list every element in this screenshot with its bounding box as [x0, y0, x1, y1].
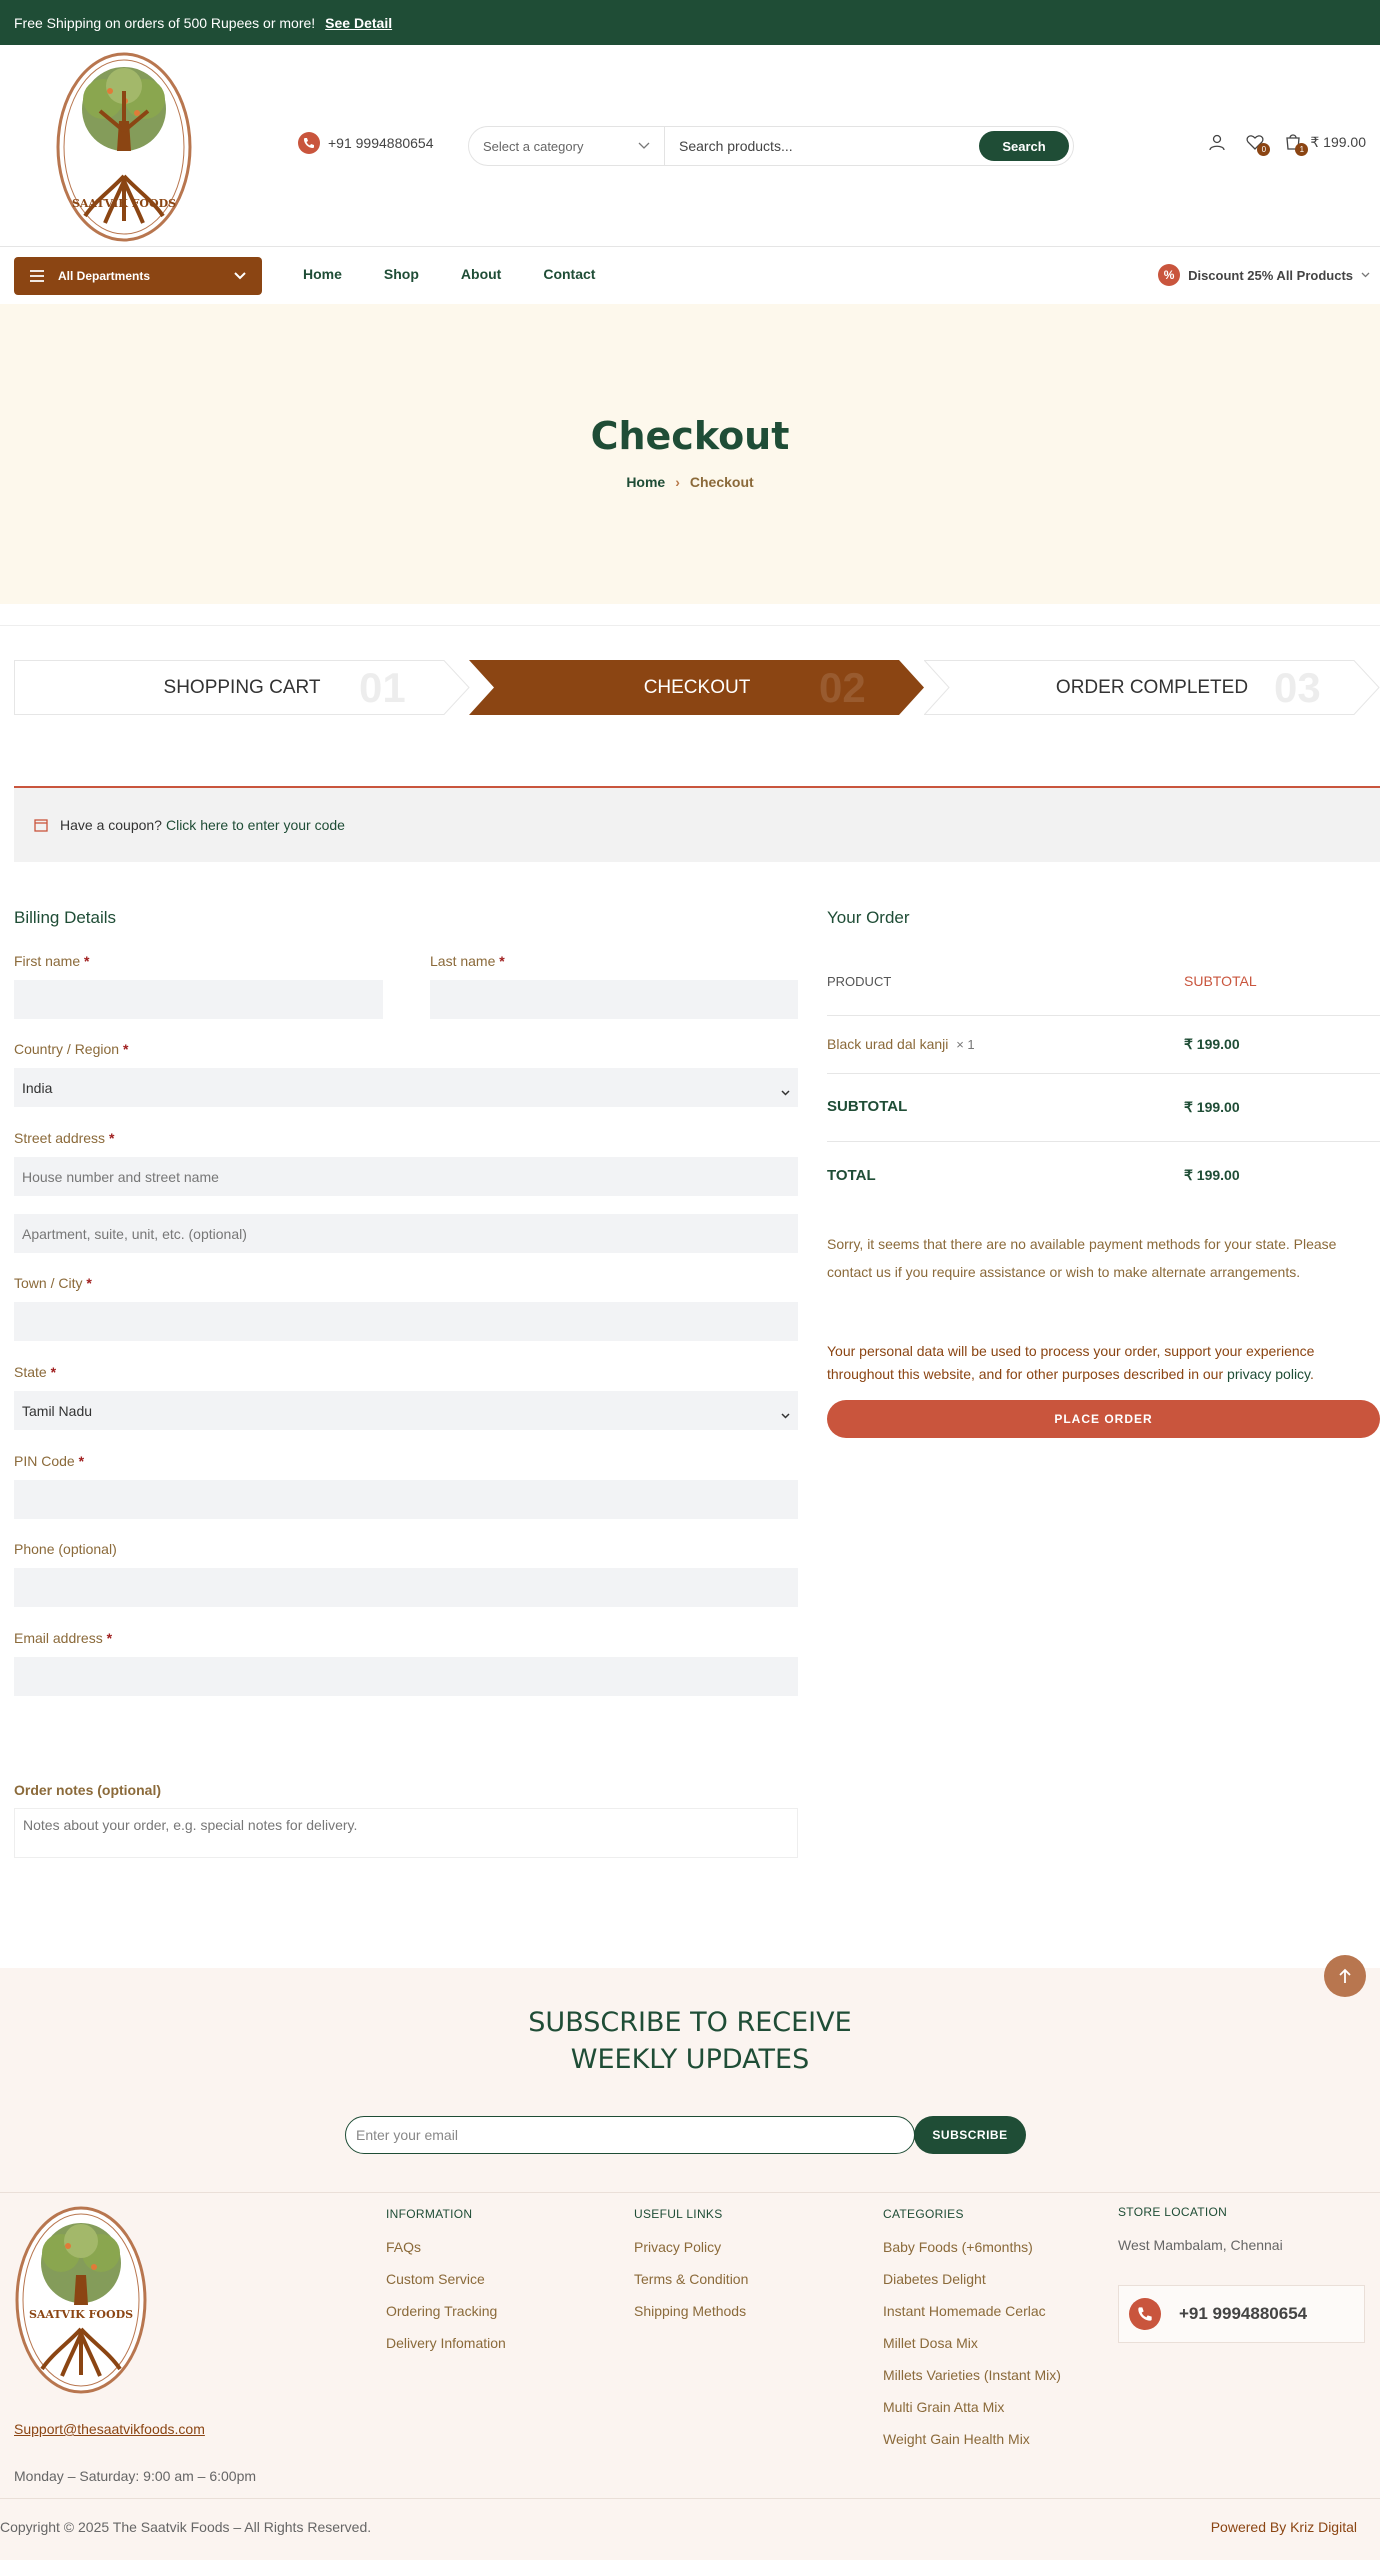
logo-text: SAATVIK FOODS [71, 197, 177, 210]
page-title: Checkout [590, 414, 790, 458]
menu-icon [30, 270, 44, 282]
step-label: ORDER COMPLETED [1055, 676, 1249, 698]
coupon-text: Have a coupon? [60, 817, 162, 833]
breadcrumb-home[interactable]: Home [626, 474, 666, 490]
your-order-title: Your Order [827, 908, 910, 927]
see-detail-link[interactable]: See Detail [325, 14, 393, 31]
scroll-to-top-button[interactable] [1324, 1955, 1366, 1997]
svg-text:SAATVIK FOODS: SAATVIK FOODS [28, 2308, 134, 2321]
breadcrumb [0, 474, 1380, 490]
footer-email-link[interactable]: Support@thesaatvikfoods.com [14, 2421, 205, 2437]
city-input[interactable] [14, 1302, 798, 1341]
nav-item-about[interactable]: About [460, 266, 502, 282]
country-label: Country / Region * [14, 1041, 129, 1057]
breadcrumb-separator: › [675, 474, 680, 490]
pin-code-input[interactable] [14, 1480, 798, 1519]
step-number: 03 [1274, 663, 1321, 711]
category-select[interactable] [469, 127, 665, 165]
footer-link[interactable]: Diabetes Delight [883, 2271, 986, 2287]
item-name: Black urad dal kanji × 1 [827, 1036, 975, 1052]
subtotal-label: SUBTOTAL [827, 1098, 908, 1115]
street-address-input[interactable]: House number and street name [14, 1157, 798, 1196]
wishlist-icon[interactable] [1244, 131, 1266, 153]
place-order-button[interactable]: PLACE ORDER [827, 1400, 1380, 1438]
order-notes-label: Order notes (optional) [14, 1782, 161, 1798]
footer-link[interactable]: Terms & Condition [634, 2271, 749, 2287]
subtotal-column-header: SUBTOTAL [1184, 973, 1257, 989]
total-value: ₹ 199.00 [1184, 1167, 1240, 1183]
departments-label: All Departments [58, 269, 151, 283]
shipping-message: Free Shipping on orders of 500 Rupees or more! [14, 14, 316, 31]
privacy-notice: Your personal data will be used to process your order, support your experience throughout this website, and for other purposes described in our privacy policy. [827, 1343, 1315, 1382]
footer-link[interactable]: Weight Gain Health Mix [883, 2431, 1030, 2447]
phone-label: Phone (optional) [14, 1541, 117, 1557]
footer-link[interactable]: Baby Foods (+6months) [883, 2239, 1033, 2255]
nav-item-home[interactable]: Home [303, 266, 342, 282]
footer-link[interactable]: Shipping Methods [634, 2303, 747, 2319]
footer-store-location [1118, 2205, 1283, 2269]
nav-menu [303, 266, 595, 282]
footer-column-title: INFORMATION [386, 2207, 473, 2221]
first-name-label: First name * [14, 953, 90, 969]
email-input[interactable] [14, 1657, 798, 1696]
phone-icon [298, 132, 320, 154]
cart-count-badge: 1 [1295, 143, 1308, 156]
order-item-row [827, 1016, 1380, 1074]
cart-total: ₹ 199.00 [1310, 133, 1366, 150]
footer-link[interactable]: Privacy Policy [634, 2239, 722, 2255]
chevron-down-icon [638, 142, 650, 150]
state-label: State * [14, 1364, 57, 1380]
footer-link[interactable]: FAQs [386, 2239, 422, 2255]
first-name-input[interactable] [14, 980, 383, 1019]
step-label: CHECKOUT [643, 676, 751, 698]
nav-item-contact[interactable]: Contact [543, 266, 596, 282]
site-footer [0, 2192, 1380, 2560]
order-notes-textarea[interactable]: Notes about your order, e.g. special notes for delivery. [14, 1808, 798, 1858]
footer-categories [883, 2207, 1061, 2463]
copyright: Copyright © 2025 The Saatvik Foods – All Rights Reserved. [0, 2519, 372, 2535]
phone-icon [1129, 2298, 1161, 2330]
footer-column-title: CATEGORIES [883, 2207, 964, 2221]
header-phone[interactable] [298, 132, 434, 154]
category-select-label: Select a category [483, 138, 584, 154]
subtotal-value: ₹ 199.00 [1184, 1099, 1240, 1115]
state-select[interactable] [14, 1391, 798, 1430]
footer-useful-links [634, 2207, 748, 2335]
wishlist-count-badge: 0 [1257, 143, 1270, 156]
footer-link[interactable]: Millet Dosa Mix [883, 2335, 978, 2351]
cart-icon [1282, 131, 1304, 153]
arrow-up-icon [1338, 1968, 1352, 1984]
divider [0, 2498, 1380, 2499]
city-label: Town / City * [14, 1275, 92, 1291]
footer-column-title: STORE LOCATION [1118, 2205, 1228, 2219]
subscribe-button[interactable]: SUBSCRIBE [914, 2116, 1026, 2154]
coupon-notice [14, 786, 1380, 862]
privacy-policy-link[interactable]: privacy policy [1227, 1366, 1311, 1382]
percent-icon: % [1158, 264, 1180, 286]
nav-item-shop[interactable]: Shop [383, 266, 419, 282]
breadcrumb-current: Checkout [689, 474, 754, 490]
cart-widget[interactable] [1282, 131, 1366, 153]
store-phone[interactable] [1118, 2285, 1365, 2343]
checkout-steps [14, 660, 1380, 715]
chevron-down-icon [1361, 272, 1370, 278]
footer-column-title: USEFUL LINKS [634, 2207, 723, 2221]
calendar-icon [34, 818, 48, 832]
footer-logo[interactable] [14, 2205, 148, 2395]
total-label: TOTAL [827, 1167, 876, 1184]
discount-link[interactable] [1158, 264, 1370, 286]
item-price: ₹ 199.00 [1184, 1036, 1240, 1052]
discount-label: Discount 25% All Products [1188, 267, 1353, 283]
page-hero [0, 304, 1380, 604]
all-departments-button[interactable] [14, 257, 262, 295]
state-value: Tamil Nadu [22, 1402, 93, 1419]
saatvik-foods-logo[interactable] [55, 51, 193, 243]
chevron-down-icon [781, 1090, 790, 1096]
chevron-down-icon [781, 1413, 790, 1419]
country-select[interactable] [14, 1068, 798, 1107]
total-row [827, 1142, 1380, 1210]
divider [0, 625, 1380, 626]
chevron-down-icon [234, 272, 246, 280]
step-number: 01 [359, 663, 406, 711]
step-number: 02 [819, 663, 866, 711]
street-label: Street address * [14, 1130, 115, 1146]
subscribe-email-input[interactable]: Enter your email [345, 2116, 915, 2154]
billing-title: Billing Details [14, 908, 117, 927]
search-button[interactable]: Search [979, 131, 1069, 161]
footer-hours: Monday – Saturday: 9:00 am – 6:00pm [14, 2468, 257, 2484]
search-input[interactable] [665, 127, 979, 165]
subscribe-section [0, 1968, 1380, 2192]
search-bar [468, 126, 1074, 166]
last-name-label: Last name * [430, 953, 505, 969]
phone-input[interactable] [14, 1568, 798, 1607]
footer-link[interactable]: Multi Grain Atta Mix [883, 2399, 1005, 2415]
last-name-input[interactable] [430, 980, 798, 1019]
product-column-header: PRODUCT [827, 974, 892, 989]
coupon-link[interactable]: Click here to enter your code [165, 817, 345, 833]
footer-link[interactable]: Millets Varieties (Instant Mix) [883, 2367, 1061, 2383]
apartment-input[interactable]: Apartment, suite, unit, etc. (optional) [14, 1214, 798, 1253]
footer-link[interactable]: Instant Homemade Cerlac [883, 2303, 1046, 2319]
subscribe-title: SUBSCRIBE TO RECEIVE WEEKLY UPDATES [528, 2007, 852, 2075]
step-shopping-cart[interactable] [14, 660, 470, 715]
footer-link[interactable]: Ordering Tracking [386, 2303, 498, 2319]
pin-code-label: PIN Code * [14, 1453, 85, 1469]
store-address: West Mambalam, Chennai [1118, 2237, 1283, 2253]
account-icon[interactable] [1206, 131, 1228, 153]
country-value: India [22, 1079, 53, 1096]
site-header [0, 45, 1380, 247]
main-nav [0, 248, 1380, 304]
subtotal-row [827, 1074, 1380, 1142]
step-order-completed[interactable] [924, 660, 1380, 715]
footer-information [386, 2207, 506, 2367]
powered-by-link[interactable]: Powered By Kriz Digital [1210, 2519, 1357, 2535]
step-checkout[interactable] [469, 660, 925, 715]
footer-link[interactable]: Custom Service [386, 2271, 485, 2287]
email-label: Email address * [14, 1630, 113, 1646]
footer-link[interactable]: Delivery Infomation [386, 2335, 506, 2351]
top-announcement-bar [0, 0, 1380, 45]
payment-methods-notice: Sorry, it seems that there are no available payment methods for your state. Please contact us if you require assistance or wish to make alternate arrangements. [827, 1236, 1337, 1280]
header-icons [1206, 131, 1366, 153]
step-label: SHOPPING CART [163, 676, 321, 698]
store-phone-number: +91 9994880654 [1179, 2304, 1308, 2323]
order-table-header [827, 950, 1380, 1016]
phone-number: +91 9994880654 [328, 135, 434, 151]
